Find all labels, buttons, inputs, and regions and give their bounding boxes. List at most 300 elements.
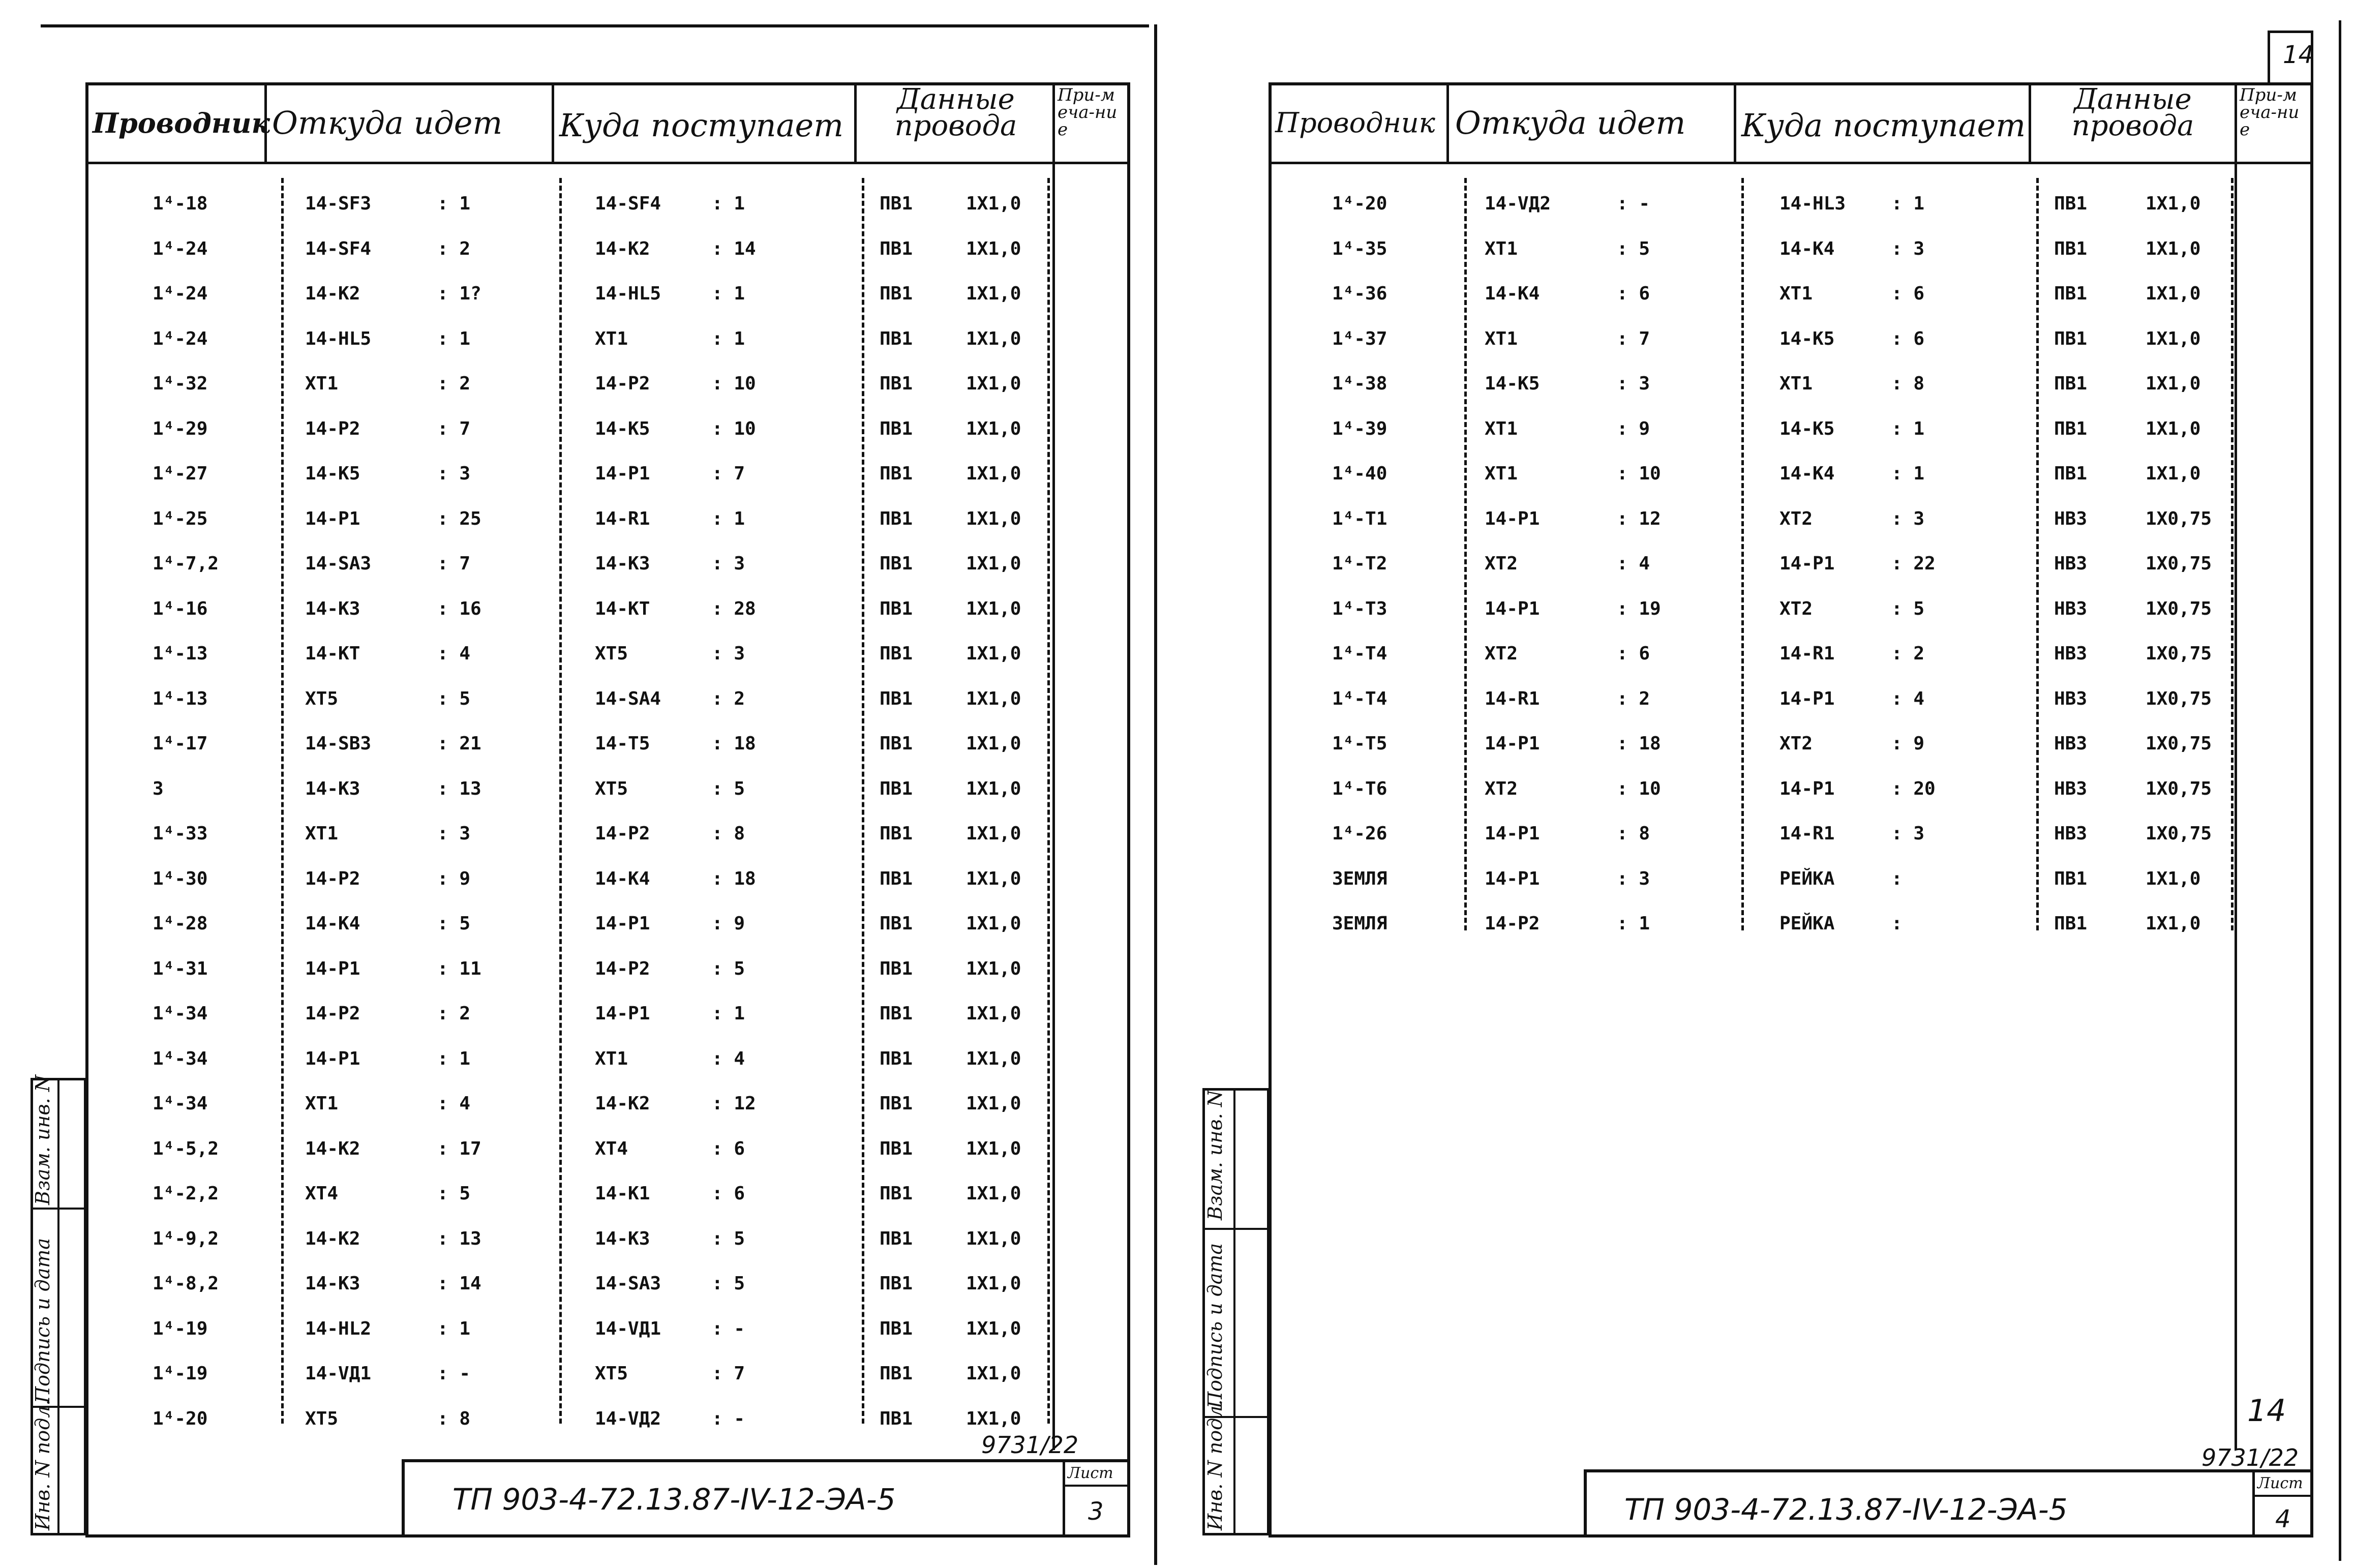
conductor-cell: 1⁴-28 <box>153 913 208 934</box>
wire-type-cell: ПВ1 <box>2054 463 2088 484</box>
header-from: Откуда идет <box>272 104 503 141</box>
right-doc-number: 9731/22 <box>2201 1444 2299 1471</box>
from-cell: 14-К4 <box>1485 283 1540 304</box>
wire-type-cell: ПВ1 <box>2054 868 2088 889</box>
to-pin-cell: : 7 <box>712 463 745 484</box>
conductor-cell: 1⁴-Т6 <box>1332 778 1387 799</box>
conductor-cell: 1⁴-24 <box>153 238 208 259</box>
to-cell: 14-Р1 <box>595 1003 650 1024</box>
wire-type-cell: ПВ1 <box>880 688 913 709</box>
from-pin-cell: : 16 <box>437 598 481 619</box>
from-cell: 14-Р1 <box>305 508 360 529</box>
from-cell: 14-Р1 <box>1485 868 1540 889</box>
from-pin-cell: : 13 <box>437 1228 481 1249</box>
to-pin-cell: : 4 <box>1891 688 1925 709</box>
to-cell: РЕЙКА <box>1779 913 1835 934</box>
wire-section-cell: 1Х1,0 <box>966 733 1021 754</box>
conductor-cell: 1⁴-40 <box>1332 463 1387 484</box>
to-cell: ХТ5 <box>595 778 628 799</box>
from-cell: 14-Р2 <box>305 418 360 439</box>
to-cell: 14-Р2 <box>595 823 650 844</box>
from-cell: 14-К5 <box>1485 373 1540 394</box>
to-cell: 14-К5 <box>595 418 650 439</box>
to-cell: 14-VД1 <box>595 1318 661 1339</box>
from-pin-cell: : 21 <box>437 733 481 754</box>
to-pin-cell: : 5 <box>712 1273 745 1294</box>
from-pin-cell: : 4 <box>437 643 471 664</box>
to-pin-cell: : 10 <box>712 418 756 439</box>
right-header-rule <box>1269 162 2313 164</box>
conductor-cell: 1⁴-9,2 <box>153 1228 219 1249</box>
wire-type-cell: ПВ1 <box>880 1228 913 1249</box>
left-side-replace: Взам. инв. N <box>32 1075 54 1205</box>
to-pin-cell: : - <box>712 1408 745 1429</box>
wire-type-cell: ПВ1 <box>880 823 913 844</box>
wire-section-cell: 1Х1,0 <box>2146 418 2201 439</box>
to-cell: 14-К5 <box>1779 328 1835 349</box>
conductor-cell: 1⁴-24 <box>153 328 208 349</box>
to-cell: 14-КТ <box>595 598 650 619</box>
wire-type-cell: ПВ1 <box>880 733 913 754</box>
wire-type-cell: НВ3 <box>2054 733 2088 754</box>
conductor-cell: 1⁴-27 <box>153 463 208 484</box>
to-cell: 14-Р1 <box>595 463 650 484</box>
from-cell: ХТ1 <box>305 373 339 394</box>
conductor-cell: 1⁴-Т4 <box>1332 688 1387 709</box>
from-cell: 14-Р2 <box>305 1003 360 1024</box>
conductor-cell: ЗЕМЛЯ <box>1332 868 1387 889</box>
wire-section-cell: 1Х0,75 <box>2146 823 2212 844</box>
to-pin-cell: : 9 <box>712 913 745 934</box>
to-pin-cell: : 18 <box>712 733 756 754</box>
to-pin-cell: : 1 <box>712 328 745 349</box>
wire-type-cell: ПВ1 <box>880 868 913 889</box>
wire-type-cell: ПВ1 <box>880 553 913 574</box>
to-cell: ХТ2 <box>1779 508 1813 529</box>
wire-section-cell: 1Х1,0 <box>2146 913 2201 934</box>
from-cell: ХТ2 <box>1485 643 1518 664</box>
from-pin-cell: : 7 <box>1617 328 1650 349</box>
from-cell: 14-К4 <box>305 913 360 934</box>
from-cell: ХТ1 <box>305 1093 339 1114</box>
header-to: Куда поступает <box>559 107 844 144</box>
from-cell: 14-Р1 <box>305 1048 360 1069</box>
right-sheet-label: Лист <box>2257 1474 2303 1492</box>
from-cell: ХТ1 <box>1485 238 1518 259</box>
table-row <box>0 913 2354 958</box>
to-pin-cell: : 6 <box>1891 328 1925 349</box>
from-pin-cell: : 10 <box>1617 778 1661 799</box>
to-cell: 14-Р1 <box>1779 778 1835 799</box>
to-pin-cell: : 5 <box>712 958 745 979</box>
to-pin-cell: : 6 <box>712 1183 745 1204</box>
wire-section-cell: 1Х1,0 <box>966 418 1021 439</box>
from-pin-cell: : 4 <box>1617 553 1650 574</box>
wire-section-cell: 1Х0,75 <box>2146 733 2212 754</box>
conductor-cell: 3 <box>153 778 164 799</box>
header-conductor: Проводник <box>93 107 270 139</box>
to-pin-cell: : 1 <box>712 1003 745 1024</box>
right-side-inv: Инв. N подл. <box>1204 1399 1226 1530</box>
from-pin-cell: : 17 <box>437 1138 481 1159</box>
from-cell: 14-HL2 <box>305 1318 372 1339</box>
from-pin-cell: : 7 <box>437 418 471 439</box>
from-pin-cell: : 3 <box>437 463 471 484</box>
conductor-cell: 1⁴-32 <box>153 373 208 394</box>
from-cell: 14-К3 <box>305 1273 360 1294</box>
right-col-sep-2 <box>1734 82 1736 164</box>
table-row <box>0 238 2354 283</box>
conductor-cell: 1⁴-18 <box>153 193 208 214</box>
wire-type-cell: ПВ1 <box>2054 193 2088 214</box>
conductor-cell: 1⁴-Т3 <box>1332 598 1387 619</box>
from-pin-cell: : 1? <box>437 283 481 304</box>
right-side-sign: Подпись и дата <box>1204 1243 1226 1408</box>
from-cell: 14-Р1 <box>305 958 360 979</box>
to-pin-cell: : 6 <box>712 1138 745 1159</box>
conductor-cell: 1⁴-38 <box>1332 373 1387 394</box>
to-pin-cell: : 3 <box>1891 508 1925 529</box>
table-row <box>0 868 2354 913</box>
wire-type-cell: НВ3 <box>2054 508 2088 529</box>
to-pin-cell: : 22 <box>1891 553 1936 574</box>
to-pin-cell: : 8 <box>712 823 745 844</box>
from-cell: ХТ5 <box>305 688 339 709</box>
wire-section-cell: 1Х1,0 <box>966 1048 1021 1069</box>
to-cell: 14-К2 <box>595 1093 650 1114</box>
wire-section-cell: 1Х1,0 <box>966 823 1021 844</box>
to-cell: ХТ4 <box>595 1138 628 1159</box>
wire-section-cell: 1Х0,75 <box>2146 508 2212 529</box>
conductor-cell: 1⁴-39 <box>1332 418 1387 439</box>
from-pin-cell: : 6 <box>1617 643 1650 664</box>
right-page-mark: 14 <box>2247 1393 2286 1429</box>
to-cell: 14-Т5 <box>595 733 650 754</box>
wire-type-cell: ПВ1 <box>880 373 913 394</box>
page-number: 14 <box>2283 41 2314 69</box>
from-pin-cell: : 8 <box>1617 823 1650 844</box>
from-pin-cell: : 9 <box>437 868 471 889</box>
wire-section-cell: 1Х1,0 <box>2146 238 2201 259</box>
from-cell: ХТ1 <box>1485 328 1518 349</box>
wire-section-cell: 1Х0,75 <box>2146 598 2212 619</box>
to-cell: ХТ1 <box>1779 283 1813 304</box>
from-pin-cell: : 25 <box>437 508 481 529</box>
wire-type-cell: ПВ1 <box>880 1273 913 1294</box>
from-pin-cell: : 1 <box>437 193 471 214</box>
from-pin-cell: : - <box>1617 193 1650 214</box>
from-cell: 14-К2 <box>305 1228 360 1249</box>
from-cell: ХТ4 <box>305 1183 339 1204</box>
to-pin-cell: : 2 <box>1891 643 1925 664</box>
wire-type-cell: ПВ1 <box>2054 328 2088 349</box>
right-col-sep-1 <box>1446 82 1449 164</box>
table-row <box>0 508 2354 553</box>
wire-type-cell: ПВ1 <box>2054 238 2088 259</box>
to-cell: 14-К5 <box>1779 418 1835 439</box>
from-cell: 14-Р2 <box>305 868 360 889</box>
from-pin-cell: : 6 <box>1617 283 1650 304</box>
right-header-to: Куда поступает <box>1741 107 2026 144</box>
from-cell: 14-К2 <box>305 1138 360 1159</box>
right-title-sep <box>2252 1469 2255 1537</box>
wire-section-cell: 1Х0,75 <box>2146 553 2212 574</box>
from-pin-cell: : 1 <box>437 1048 471 1069</box>
conductor-cell: 1⁴-35 <box>1332 238 1387 259</box>
wire-type-cell: ПВ1 <box>880 1408 913 1429</box>
from-pin-cell: : 11 <box>437 958 481 979</box>
conductor-cell: 1⁴-5,2 <box>153 1138 219 1159</box>
to-pin-cell: : <box>1891 913 1903 934</box>
to-cell: ХТ1 <box>1779 373 1813 394</box>
wire-type-cell: ПВ1 <box>880 1093 913 1114</box>
to-pin-cell: : 4 <box>712 1048 745 1069</box>
from-cell: 14-SF4 <box>305 238 372 259</box>
to-cell: 14-SA3 <box>595 1273 661 1294</box>
wire-section-cell: 1Х1,0 <box>966 553 1021 574</box>
from-pin-cell: : 3 <box>1617 373 1650 394</box>
wire-section-cell: 1Х1,0 <box>966 1273 1021 1294</box>
conductor-cell: 1⁴-24 <box>153 283 208 304</box>
left-side-sign: Подпись и дата <box>32 1238 54 1403</box>
conductor-cell: 1⁴-34 <box>153 1003 208 1024</box>
conductor-cell: 1⁴-Т5 <box>1332 733 1387 754</box>
table-row <box>0 283 2354 328</box>
to-pin-cell: : 2 <box>712 688 745 709</box>
from-pin-cell: : 5 <box>437 688 471 709</box>
right-side-replace: Взам. инв. N <box>1204 1090 1226 1220</box>
from-cell: 14-К2 <box>305 283 360 304</box>
wire-type-cell: НВ3 <box>2054 643 2088 664</box>
conductor-cell: 1⁴-31 <box>153 958 208 979</box>
wire-section-cell: 1Х1,0 <box>966 1003 1021 1024</box>
table-row <box>0 553 2354 598</box>
from-cell: ХТ1 <box>1485 418 1518 439</box>
wire-section-cell: 1Х1,0 <box>2146 373 2201 394</box>
wire-section-cell: 1Х1,0 <box>966 598 1021 619</box>
to-cell: ХТ5 <box>595 1363 628 1384</box>
to-cell: 14-К3 <box>595 553 650 574</box>
wire-type-cell: ПВ1 <box>880 1363 913 1384</box>
wire-type-cell: ПВ1 <box>880 463 913 484</box>
right-header-conductor: Проводник <box>1275 107 1435 139</box>
conductor-cell: 1⁴-19 <box>153 1318 208 1339</box>
right-col-sep-3 <box>2029 82 2031 164</box>
to-cell: ХТ1 <box>595 1048 628 1069</box>
to-pin-cell: : 3 <box>1891 238 1925 259</box>
wire-section-cell: 1Х1,0 <box>966 1183 1021 1204</box>
table-row <box>0 823 2354 868</box>
conductor-cell: 1⁴-20 <box>1332 193 1387 214</box>
conductor-cell: 1⁴-13 <box>153 688 208 709</box>
to-cell: 14-Р2 <box>595 958 650 979</box>
conductor-cell: 1⁴-26 <box>1332 823 1387 844</box>
to-pin-cell: : 5 <box>712 778 745 799</box>
table-row <box>0 418 2354 463</box>
to-pin-cell: : <box>1891 868 1903 889</box>
right-header-from: Откуда идет <box>1455 104 1686 141</box>
to-pin-cell: : 18 <box>712 868 756 889</box>
wire-section-cell: 1Х1,0 <box>966 643 1021 664</box>
wire-section-cell: 1Х1,0 <box>2146 868 2201 889</box>
wire-type-cell: ПВ1 <box>880 1048 913 1069</box>
to-pin-cell: : 3 <box>712 643 745 664</box>
wire-type-cell: ПВ1 <box>880 193 913 214</box>
from-cell: 14-VД2 <box>1485 193 1551 214</box>
from-pin-cell: : 3 <box>437 823 471 844</box>
from-cell: ХТ1 <box>1485 463 1518 484</box>
wire-type-cell: ПВ1 <box>880 1003 913 1024</box>
conductor-cell: 1⁴-Т2 <box>1332 553 1387 574</box>
from-cell: 14-SB3 <box>305 733 372 754</box>
conductor-cell: 1⁴-25 <box>153 508 208 529</box>
wire-type-cell: ПВ1 <box>880 283 913 304</box>
from-cell: 14-SF3 <box>305 193 372 214</box>
wire-section-cell: 1Х1,0 <box>966 193 1021 214</box>
from-cell: 14-Р1 <box>1485 733 1540 754</box>
wire-type-cell: ПВ1 <box>880 1183 913 1204</box>
wire-section-cell: 1Х1,0 <box>966 1138 1021 1159</box>
wire-type-cell: ПВ1 <box>880 328 913 349</box>
wire-section-cell: 1Х1,0 <box>966 778 1021 799</box>
from-cell: 14-Р1 <box>1485 823 1540 844</box>
wire-type-cell: ПВ1 <box>2054 283 2088 304</box>
from-cell: 14-К3 <box>305 598 360 619</box>
wire-section-cell: 1Х0,75 <box>2146 778 2212 799</box>
from-pin-cell: : 18 <box>1617 733 1661 754</box>
conductor-cell: 1⁴-8,2 <box>153 1273 219 1294</box>
from-pin-cell: : 4 <box>437 1093 471 1114</box>
to-cell: 14-R1 <box>1779 823 1835 844</box>
to-cell: ХТ2 <box>1779 733 1813 754</box>
table-row <box>0 598 2354 643</box>
to-pin-cell: : - <box>712 1318 745 1339</box>
header-wire-data: Данные провода <box>894 83 1017 142</box>
to-cell: 14-HL3 <box>1779 193 1846 214</box>
conductor-cell: 1⁴-36 <box>1332 283 1387 304</box>
wire-type-cell: НВ3 <box>2054 598 2088 619</box>
from-cell: ХТ2 <box>1485 778 1518 799</box>
right-header-wire-data: Данные провода <box>2071 83 2194 142</box>
from-pin-cell: : 1 <box>437 1318 471 1339</box>
to-pin-cell: : 8 <box>1891 373 1925 394</box>
from-cell: 14-SA3 <box>305 553 372 574</box>
from-pin-cell: : 5 <box>437 1183 471 1204</box>
wire-type-cell: ПВ1 <box>2054 913 2088 934</box>
from-cell: 14-VД1 <box>305 1363 372 1384</box>
table-row <box>0 688 2354 733</box>
to-pin-cell: : 5 <box>1891 598 1925 619</box>
left-doc-number: 9731/22 <box>981 1431 1079 1459</box>
conductor-cell: 1⁴-7,2 <box>153 553 219 574</box>
wire-type-cell: НВ3 <box>2054 778 2088 799</box>
wire-type-cell: ПВ1 <box>880 1318 913 1339</box>
wire-type-cell: ПВ1 <box>880 643 913 664</box>
to-pin-cell: : 3 <box>1891 823 1925 844</box>
to-cell: 14-К3 <box>595 1228 650 1249</box>
wire-section-cell: 1Х0,75 <box>2146 643 2212 664</box>
table-row <box>0 463 2354 508</box>
to-pin-cell: : 9 <box>1891 733 1925 754</box>
conductor-cell: 1⁴-37 <box>1332 328 1387 349</box>
from-cell: ХТ5 <box>305 1408 339 1429</box>
wire-section-cell: 1Х1,0 <box>2146 463 2201 484</box>
right-sheet-number: 4 <box>2275 1505 2291 1533</box>
wire-section-cell: 1Х1,0 <box>966 868 1021 889</box>
from-cell: 14-К5 <box>305 463 360 484</box>
from-pin-cell: : 2 <box>437 238 471 259</box>
to-pin-cell: : 14 <box>712 238 756 259</box>
wire-section-cell: 1Х1,0 <box>966 283 1021 304</box>
conductor-cell: 1⁴-34 <box>153 1093 208 1114</box>
table-row <box>0 193 2354 238</box>
from-cell: 14-К3 <box>305 778 360 799</box>
from-cell: ХТ1 <box>305 823 339 844</box>
wire-type-cell: НВ3 <box>2054 553 2088 574</box>
to-pin-cell: : 1 <box>712 283 745 304</box>
conductor-cell: 1⁴-Т1 <box>1332 508 1387 529</box>
wire-type-cell: НВ3 <box>2054 688 2088 709</box>
right-header-note: При-меча-ние <box>2240 85 2300 140</box>
wire-section-cell: 1Х1,0 <box>966 688 1021 709</box>
to-pin-cell: : 3 <box>712 553 745 574</box>
from-pin-cell: : 1 <box>1617 913 1650 934</box>
to-cell: ХТ5 <box>595 643 628 664</box>
to-cell: 14-К2 <box>595 238 650 259</box>
wire-section-cell: 1Х1,0 <box>2146 328 2201 349</box>
from-pin-cell: : 14 <box>437 1273 481 1294</box>
from-pin-cell: : 8 <box>437 1408 471 1429</box>
from-cell: 14-HL5 <box>305 328 372 349</box>
wire-section-cell: 1Х1,0 <box>966 508 1021 529</box>
to-pin-cell: : 6 <box>1891 283 1925 304</box>
to-pin-cell: : 5 <box>712 1228 745 1249</box>
table-row <box>0 733 2354 778</box>
from-pin-cell: : 13 <box>437 778 481 799</box>
conductor-cell: 1⁴-20 <box>153 1408 208 1429</box>
to-pin-cell: : 1 <box>1891 418 1925 439</box>
from-pin-cell: : - <box>437 1363 471 1384</box>
wire-section-cell: 1Х1,0 <box>966 1093 1021 1114</box>
from-cell: 14-Р2 <box>1485 913 1540 934</box>
wire-type-cell: ПВ1 <box>880 508 913 529</box>
wire-section-cell: 1Х1,0 <box>966 1228 1021 1249</box>
wire-section-cell: 1Х1,0 <box>966 1318 1021 1339</box>
wire-type-cell: НВ3 <box>2054 823 2088 844</box>
to-cell: 14-SF4 <box>595 193 661 214</box>
from-pin-cell: : 7 <box>437 553 471 574</box>
conductor-cell: 1⁴-13 <box>153 643 208 664</box>
to-cell: ХТ1 <box>595 328 628 349</box>
wire-section-cell: 1Х1,0 <box>966 958 1021 979</box>
wire-type-cell: ПВ1 <box>880 1138 913 1159</box>
left-side-inv: Инв. N подл. <box>32 1399 54 1530</box>
wire-section-cell: 1Х1,0 <box>966 1408 1021 1429</box>
to-cell: 14-HL5 <box>595 283 661 304</box>
table-row <box>0 328 2354 373</box>
to-cell: 14-R1 <box>595 508 650 529</box>
table-row <box>0 778 2354 823</box>
header-note: При-меча-ние <box>1058 85 1118 140</box>
to-pin-cell: : 10 <box>712 373 756 394</box>
conductor-cell: 1⁴-29 <box>153 418 208 439</box>
conductor-cell: 1⁴-17 <box>153 733 208 754</box>
to-cell: РЕЙКА <box>1779 868 1835 889</box>
from-pin-cell: : 5 <box>1617 238 1650 259</box>
table-row <box>0 373 2354 418</box>
to-cell: 14-SA4 <box>595 688 661 709</box>
from-pin-cell: : 2 <box>1617 688 1650 709</box>
